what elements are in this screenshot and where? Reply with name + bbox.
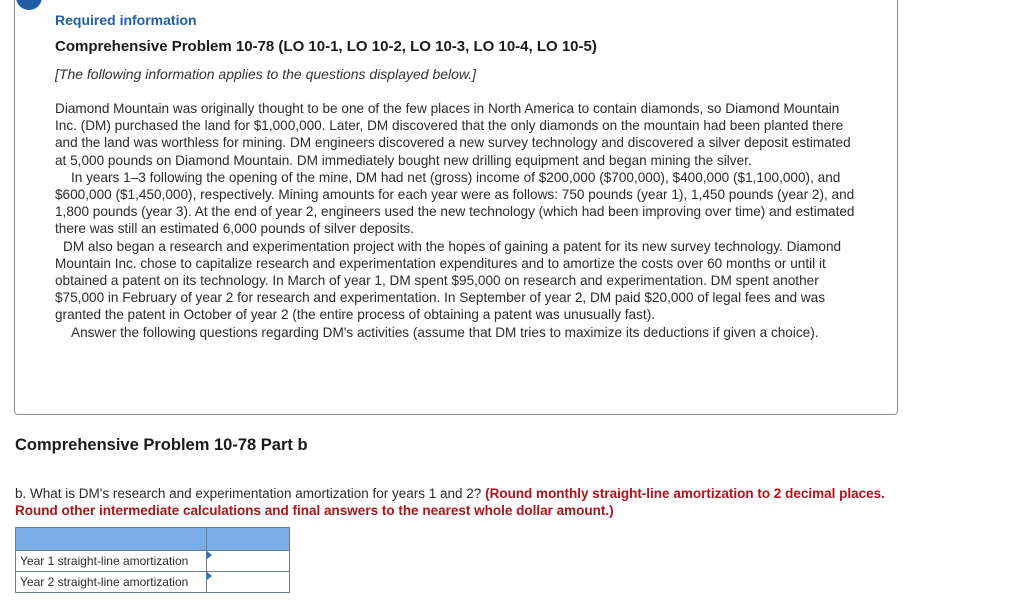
table-header-row — [16, 528, 290, 551]
input-marker-icon — [207, 551, 212, 559]
table-header-cell-value — [207, 528, 290, 551]
info-indicator-icon — [16, 0, 42, 10]
required-information-label: Required information — [55, 12, 197, 28]
applies-note: [The following information applies to the questions displayed below.] — [55, 66, 477, 82]
year2-amortization-label: Year 2 straight-line amortization — [16, 572, 207, 593]
part-title: Comprehensive Problem 10-78 Part b — [15, 436, 308, 454]
year1-amortization-cell[interactable] — [207, 551, 290, 572]
question-b — [15, 485, 915, 519]
year1-amortization-label: Year 1 straight-line amortization — [16, 551, 207, 572]
question-text: b. What is DM's research and experimentation amortization for years 1 and 2? — [15, 486, 482, 501]
table-header-cell-label — [16, 528, 207, 551]
problem-description — [55, 100, 865, 341]
question-rounding-instruction: (Round monthly straight-line amortization to 2 decimal places. Round other intermediate calculations and final answers to the nearest whole dollar amount.) — [15, 486, 885, 518]
paragraph-research: DM also began a research and experimentation project with the hopes of gaining a patent for its new survey technology. Diamond Mountain Inc. chose to capitalize research and experimentation expenditures and to amortize the costs over 60 months or until it obtained a patent on its technology. In March of year 1, DM spent $95,000 on research and experimentation. DM spent another $75,000 in February of year 2 for research and experimentation. In September of year 2, DM paid $20,000 of legal fees and was granted the patent in October of year 2 (the entire process of obtaining a patent was unusually fast). — [55, 238, 842, 323]
table-row — [16, 551, 290, 572]
paragraph-intro: Diamond Mountain was originally thought to be one of the few places in North America to contain diamonds, so Diamond Mountain Inc. (DM) purchased the land for $1,000,000. Later, DM discovered that the only diamonds on the mountain had been planted there and the land was worthless for mining. DM engineers discovered a new survey technology and discovered a silver deposit estimated at 5,000 pounds on Diamond Mountain. DM immediately bought new drilling equipment and began mining the silver. — [55, 101, 851, 168]
paragraph-income: In years 1–3 following the opening of the mine, DM had net (gross) income of $200,000 ($700,000), $400,000 ($1,100,000), and $600,000 ($1,450,000), respectively. Mining amounts for each year were as follows: 750 pounds (year 1), 1,450 pounds (year 2), and 1,800 pounds (year 3). At the end of year 2, engineers used the new technology (which had been improving over time) and estimated there was still an estimated 6,000 pounds of silver deposits. — [55, 169, 855, 237]
problem-title: Comprehensive Problem 10-78 (LO 10-1, LO 10-2, LO 10-3, LO 10-4, LO 10-5) — [55, 38, 597, 55]
input-marker-icon — [207, 572, 212, 580]
year2-amortization-input[interactable] — [207, 573, 289, 591]
amortization-answer-table — [15, 527, 290, 593]
year2-amortization-cell[interactable] — [207, 572, 290, 593]
paragraph-instructions: Answer the following questions regarding DM's activities (assume that DM tries to maximize its deductions if given a choice). — [71, 324, 819, 340]
table-row — [16, 572, 290, 593]
year1-amortization-input[interactable] — [207, 552, 289, 570]
